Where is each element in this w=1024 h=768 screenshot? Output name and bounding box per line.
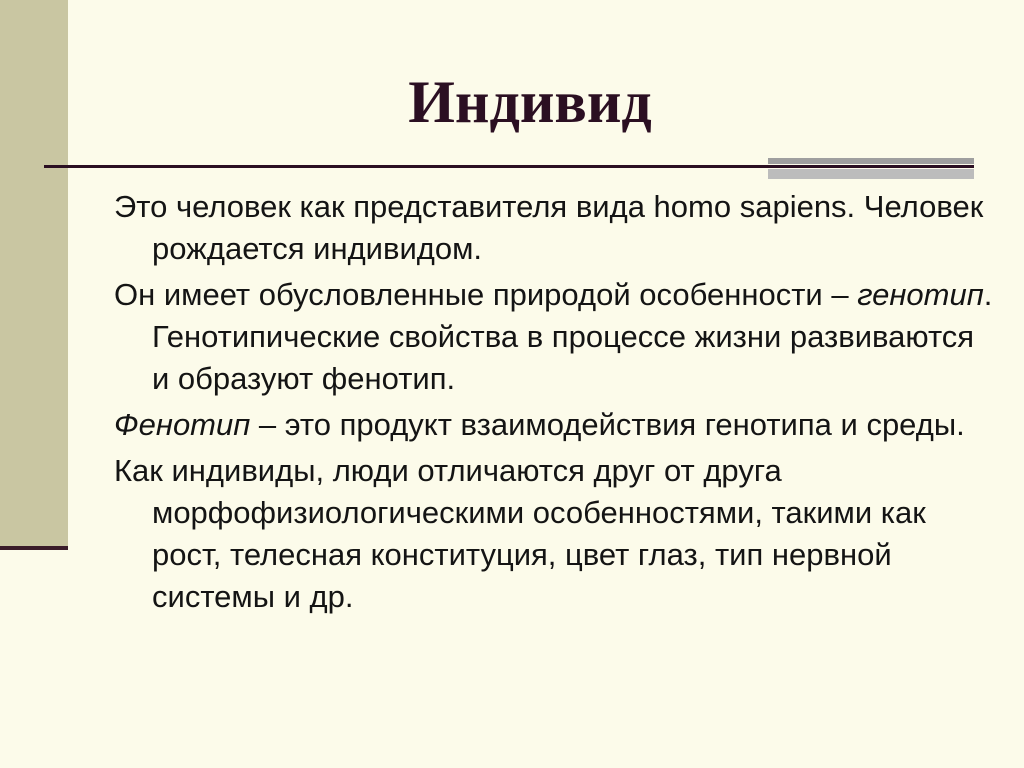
paragraph-phenotype [114,404,994,446]
side-decoration-bar [0,0,68,548]
slide-title: Индивид [408,69,652,135]
paragraph-genotype-emphasis: генотип [857,277,984,312]
paragraph-differences-text: Как индивиды, люди отличаются друг от друга морфофизиологическими особенностями, такими как рост, телесная конституция, цвет глаз, тип нервной системы и др. [114,453,926,614]
title-rule-accent-bottom [768,169,974,179]
title-rule [44,165,974,168]
paragraph-differences [114,450,994,618]
paragraph-genotype-text-after: . Генотипические свойства в процессе жизни развиваются и образуют фенотип. [152,277,993,396]
paragraph-definition-text: Это человек как представителя вида homo sapiens. Человек рождается индивидом. [114,189,984,266]
paragraph-genotype-text-before: Он имеет обусловленные природой особенности – [114,277,858,312]
side-decoration-line [0,546,68,550]
paragraph-definition [114,186,994,270]
paragraph-phenotype-text-after: – это продукт взаимодействия генотипа и среды. [250,407,965,442]
paragraph-phenotype-emphasis: Фенотип [114,407,251,442]
slide-body [114,186,994,622]
paragraph-genotype [114,274,994,400]
title-rule-accent-top [768,158,974,164]
